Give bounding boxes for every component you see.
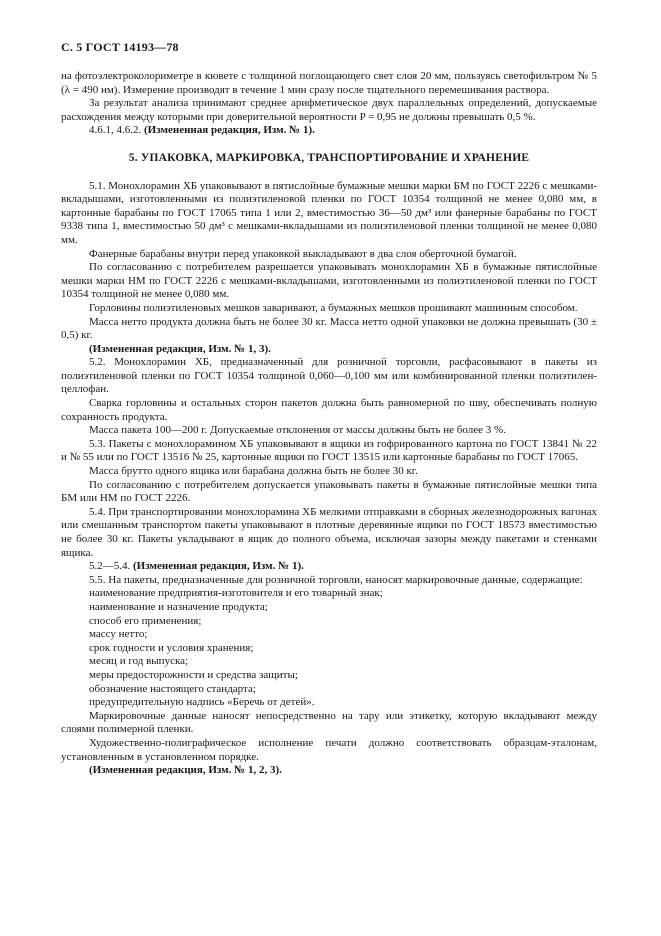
paragraph xyxy=(61,560,597,574)
paragraph-text: 4.6.1, 4.6.2. xyxy=(89,124,142,137)
paragraph-text: Фанерные барабаны внутри перед упаковкой выкладывают в два слоя оберточной бумагой. xyxy=(89,247,517,260)
paragraph xyxy=(61,124,597,138)
paragraph xyxy=(61,764,597,778)
paragraph xyxy=(61,356,597,397)
paragraph-text: Маркировочные данные наносят непосредственно на тару или этикетку, которую вкладывают между слоями полимерной пленки. xyxy=(61,709,597,736)
paragraph xyxy=(61,465,597,479)
paragraph-text: обозначение настоящего стандарта; xyxy=(89,682,256,695)
list-item xyxy=(61,655,597,669)
document-body xyxy=(61,70,597,778)
paragraph xyxy=(61,261,597,302)
paragraph-text: способ его применения; xyxy=(89,614,202,627)
paragraph-text: Сварка горловины и остальных сторон пакетов должна быть равномерной по шву, обеспечивать полную сохранность продукта. xyxy=(61,397,597,423)
paragraph xyxy=(61,248,597,262)
paragraph-text: За результат анализа принимают среднее арифметическое двух параллельных определений, допускаемые расхождения между которыми при доверительной вероятности P = 0,95 не должны превышать 0,5 %. xyxy=(61,97,597,123)
paragraph-text: Масса пакета 100—200 г. Допускаемые отклонения от массы должны быть не более 3 %. xyxy=(89,424,506,437)
paragraph-text: 5.5. На пакеты, предназначенные для розничной торговли, наносят маркировочные данные, содержащие: xyxy=(89,573,583,586)
paragraph-text: (Измененная редакция, Изм. № 1, 3). xyxy=(89,342,271,355)
paragraph xyxy=(61,97,597,124)
paragraph-text: Горловины полиэтиленовых мешков заваривают, а бумажных мешков прошивают машинным способом. xyxy=(89,301,578,314)
paragraph-text: массу нетто; xyxy=(89,628,148,641)
paragraph-text: на фотоэлектроколориметре в кювете с толщиной поглощающего свет слоя 20 мм, пользуясь светофильтром № 5 (λ = 490 нм). Измерение производят в течение 1 мин сразу после тщательного перемешивания раствора. xyxy=(61,70,597,96)
list-item xyxy=(61,601,597,615)
list-item xyxy=(61,669,597,683)
paragraph-text: По согласованию с потребителем допускается упаковывать пакеты в бумажные пятислойные мешки типа БМ или НМ по ГОСТ 2226. xyxy=(61,478,597,505)
paragraph xyxy=(61,438,597,465)
paragraph xyxy=(61,397,597,424)
list-item xyxy=(61,642,597,656)
paragraph-text: месяц и год выпуска; xyxy=(89,655,189,668)
paragraph-text: срок годности и условия хранения; xyxy=(89,641,254,654)
paragraph xyxy=(61,343,597,357)
paragraph-text: Художественно-полиграфическое исполнение печати должно соответствовать образцам-эталонам, установленным в установленном порядке. xyxy=(61,736,597,763)
paragraph-text: По согласованию с потребителем разрешается упаковывать монохлорамин ХБ в бумажные пятислойные мешки марки НМ по ГОСТ 2226 с мешками-вкладышами, изготовленными из полиэтиленовой пленки по ГОСТ 10354 толщиной не менее 0,080 мм. xyxy=(61,261,597,301)
paragraph xyxy=(61,737,597,764)
paragraph xyxy=(61,302,597,316)
list-item xyxy=(61,696,597,710)
paragraph xyxy=(61,479,597,506)
paragraph-text: Масса брутто одного ящика или барабана должна быть не более 30 кг. xyxy=(89,465,418,478)
paragraph-text: предупредительную надпись «Беречь от детей». xyxy=(89,696,315,709)
paragraph xyxy=(61,316,597,343)
paragraph-text: наименование и назначение продукта; xyxy=(89,600,268,613)
paragraph-text: 5.2—5.4. xyxy=(89,560,131,573)
paragraph xyxy=(61,180,597,248)
paragraph xyxy=(61,710,597,737)
paragraph xyxy=(61,506,597,560)
list-item xyxy=(61,628,597,642)
section-heading xyxy=(61,152,597,166)
paragraph-text: наименование предприятия-изготовителя и его товарный знак; xyxy=(89,587,383,600)
paragraph-text: 5.1. Монохлорамин ХБ упаковывают в пятислойные бумажные мешки марки БМ по ГОСТ 2226 с мешками-вкладышами, изготовленными из полиэтиленовой пленки по ГОСТ 10354 толщиной не менее 0,080 мм, в картонные барабаны по ГОСТ 17065 типа 1 или 2, вместимостью 36—50 дм³ или фанерные барабаны по ГОСТ 9338 типа 1, вместимостью 50 дм³ с мешками-вкладышами из полиэтиленовой пленки толщиной не менее 0,080 мм. xyxy=(61,179,597,246)
paragraph-text: меры предосторожности и средства защиты; xyxy=(89,668,298,681)
paragraph-text: 5.3. Пакеты с монохлорамином ХБ упаковывают в ящики из гофрированного картона по ГОСТ 13841 № 22 и № 55 или по ГОСТ 13516 № 25, картонные ящики по ГОСТ 13515 или картонные барабаны по ГОСТ 17065. xyxy=(61,437,597,464)
list-item xyxy=(61,683,597,697)
paragraph-text: 5. УПАКОВКА, МАРКИРОВКА, ТРАНСПОРТИРОВАНИЕ И ХРАНЕНИЕ xyxy=(128,151,530,164)
paragraph xyxy=(61,574,597,588)
paragraph-text: (Измененная редакция, Изм. № 1, 2, 3). xyxy=(89,764,282,777)
paragraph-text: 5.4. При транспортировании монохлорамина ХБ мелкими отправками в сборных железнодорожных вагонах или смешанным транспортом пакеты упаковывают в плотные деревянные ящики по ГОСТ 18573 вместимостью не более 30 кг. Пакеты укладывают в ящик до полного объема, исключая зазоры между пакетами и стенками ящика. xyxy=(61,505,597,559)
list-item xyxy=(61,615,597,629)
amendment-note: (Измененная редакция, Изм. № 1). xyxy=(144,124,315,137)
amendment-note: (Измененная редакция, Изм. № 1). xyxy=(133,560,304,573)
paragraph-text: Масса нетто продукта должна быть не более 30 кг. Масса нетто одной упаковки не должна превышать (30 ± 0,5) кг. xyxy=(61,315,597,342)
paragraph-text: 5.2. Монохлорамин ХБ, предназначенный для розничной торговли, расфасовывают в пакеты из полиэтиленовой пленки по ГОСТ 10354 толщиной 0,060—0,100 мм или комбинированной пленки полиэтилен-целлофан. xyxy=(61,356,597,396)
page-header: С. 5 ГОСТ 14193—78 xyxy=(61,40,179,54)
paragraph xyxy=(61,70,597,97)
paragraph xyxy=(61,424,597,438)
list-item xyxy=(61,587,597,601)
